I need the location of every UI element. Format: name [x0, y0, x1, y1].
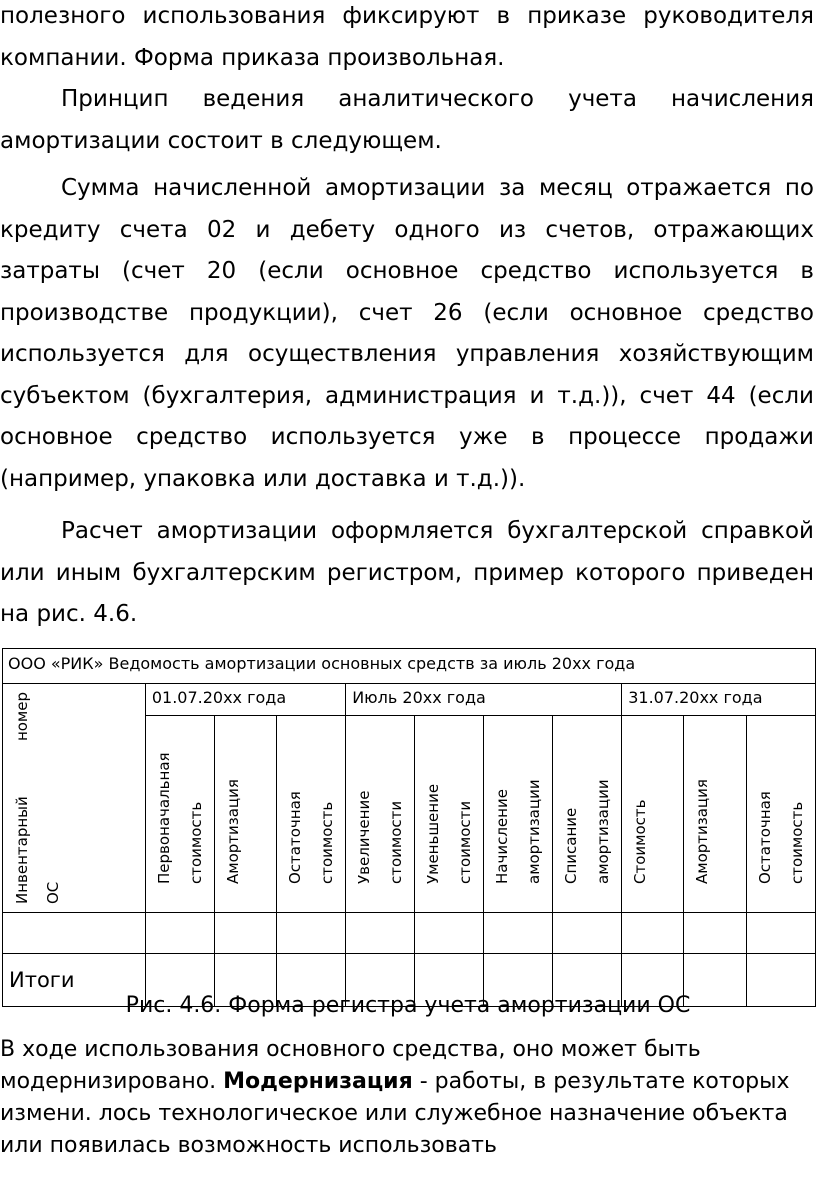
group-header-end: 31.07.20хх года: [622, 684, 816, 716]
paragraph-3: Сумма начисленной амортизации за месяц отражается по кредиту счета 02 и дебету одного из счетов, отражающих затраты (счет 20 (если основное средство используется в производстве продукции), счет 26 (если основное средство используется для осуществления управления хозяйствующим субъектом (бухгалтерия, администрация и т.д.)), счет 44 (если основное средство используется уже в процессе продажи (например, упаковка или доставка и т.д.)).: [0, 175, 814, 492]
totals-label: Итоги: [3, 954, 146, 1007]
column-header: Остаточная стоимость: [277, 716, 346, 913]
group-header-month: Июль 20хх года: [346, 684, 622, 716]
modernization-term: Модернизация: [223, 1069, 413, 1094]
amortization-register-table: [2, 648, 816, 1007]
figure-caption: Рис. 4.6. Форма регистра учета амортизации ОС: [125, 993, 691, 1018]
modernization-text-start: В ходе использования основного средства, оно может быть модернизировано.: [0, 1037, 701, 1094]
inventory-number-header: [3, 684, 146, 913]
modernization-text-end: - работы, в результате которых измени. лось технологическое или служебное назначение объекта или появилась возможность использовать: [0, 1069, 790, 1158]
table-title: ООО «РИК» Ведомость амортизации основных средств за июль 20хх года: [3, 649, 816, 684]
column-header: Списание амортизации: [553, 716, 622, 913]
paragraph-1: полезного использования фиксируют в приказе руководителя компании. Форма приказа произвольная.: [0, 3, 814, 71]
column-header: Уменьшение стоимости: [415, 716, 484, 913]
paragraph-4: Расчет амортизации оформляется бухгалтерской справкой или иным бухгалтерским регистром, пример которого приведен на рис. 4.6.: [0, 518, 814, 627]
column-header: Амортизация: [214, 716, 276, 913]
paragraph-2: Принцип ведения аналитического учета начисления амортизации состоит в следующем.: [0, 86, 814, 154]
table-row: [3, 913, 816, 954]
modernization-paragraph: [0, 1034, 790, 1162]
column-header: Первоначальная стоимость: [145, 716, 214, 913]
column-header: Увеличение стоимости: [346, 716, 415, 913]
column-header: Стоимость: [622, 716, 684, 913]
inventory-number-label: Инвентарный номер ОС: [13, 692, 62, 904]
group-header-start: 01.07.20хх года: [145, 684, 345, 716]
column-header: Остаточная стоимость: [746, 716, 815, 913]
column-header: Амортизация: [683, 716, 746, 913]
column-header: Начисление амортизации: [484, 716, 553, 913]
